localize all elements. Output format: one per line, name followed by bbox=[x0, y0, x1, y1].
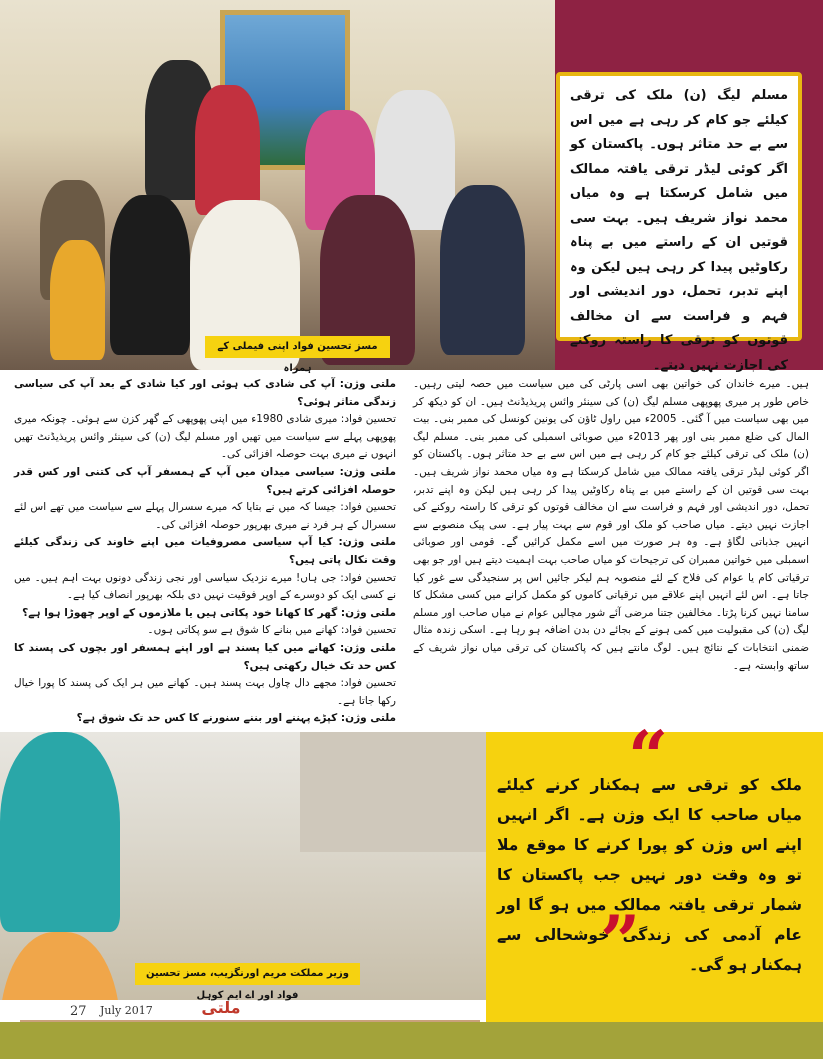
person-figure bbox=[110, 195, 190, 355]
person-figure bbox=[440, 185, 525, 355]
person-figure bbox=[50, 240, 105, 360]
interview-question: ملتی وژن: آپ کی شادی کب ہوئی اور کیا شادی کے بعد آپ کی سیاسی زندگی متاثر ہوئی؟ bbox=[14, 378, 396, 408]
article-column-right bbox=[413, 376, 809, 726]
magazine-logo: ملتی bbox=[201, 998, 241, 1017]
interview-answer: تحسین فواد: کھانے میں بنانے کا شوق ہے سو پکاتی ہوں۔ bbox=[147, 624, 396, 637]
page-number: 27 bbox=[70, 1004, 87, 1019]
person-figure bbox=[0, 732, 120, 932]
wall-frames bbox=[300, 732, 486, 852]
person-figure bbox=[195, 85, 260, 215]
open-quote-icon: “ bbox=[628, 715, 669, 798]
pull-quote-top: مسلم لیگ (ن) ملک کی ترقی کیلئے جو کام کر رہی ہے میں اس سے بے حد متاثر ہوں۔ پاکستان کو اگر کوئی لیڈر ترقی یافتہ ممالک میں شامل کرسکتا ہے وہ میاں محمد نواز شریف ہیں۔ بہت سی قوتیں ان کے راستے میں بے پناہ رکاوٹیں پیدا کر رہی ہیں لیکن وہ اپنے تدبر، تحمل، دور اندیشی اور فہم و فراست سے ان مخالف قوتوں کو ترقی کا راستہ روکنے کی اجازت نہیں دیتے۔ bbox=[556, 72, 802, 341]
pull-quote-bottom: ملک کو ترقی سے ہمکنار کرنے کیلئے میاں صاحب کا ایک وژن ہے۔ اگر انہیں اپنے اس وژن کو پورا کرنے کا موقع ملا تو وہ وقت دور نہیں جب پاکستان کا شمار ترقی یافتہ ممالک میں ہو گا اور عام آدمی کی زندگی خوشحالی سے ہمکنار ہو گی۔ bbox=[497, 776, 802, 974]
interview-question: ملتی وژن: سیاسی میدان میں آپ کے ہمسفر آپ کی کتنی اور کس قدر حوصلہ افزائی کرتے ہیں؟ bbox=[14, 465, 396, 496]
interview-column bbox=[14, 376, 396, 726]
interview-answer: تحسین فواد: جیسا کہ میں نے بتایا کہ میرے سسرال پہلے سے سیاست میں تھے اس لئے سسرال کے ہر فرد نے میری بھرپور حوصلہ افزائی کی۔ bbox=[14, 501, 396, 531]
close-quote-icon: ” bbox=[600, 900, 641, 983]
issue-date: July 2017 bbox=[100, 1004, 153, 1017]
meeting-photo-caption: وزیر مملکت مریم اورنگزیب، مسز تحسین فواد اور اے ایم کوہل bbox=[135, 963, 360, 985]
family-photo bbox=[0, 0, 555, 370]
interview-question: ملتی وژن: کیا آپ سیاسی مصروفیات میں اپنے خاوند کی زندگی کیلئے وقت نکال پاتی ہیں؟ bbox=[14, 536, 396, 566]
person-figure bbox=[0, 932, 120, 1000]
interview-answer: تحسین فواد: میری شادی 1980ء میں اپنی پھوپھی کے گھر کزن سے ہوئی۔ چونکہ میری پھوپھی پہلے سے سیاست میں تھیں اور مسلم لیگ (ن) کی سینئر وائس پریذیڈنٹ تھیں انہوں نے میری بہت حوصلہ افزائی کی۔ bbox=[14, 413, 396, 461]
interview-question: ملتی وژن: کپڑے پہننے اور بننے سنورنے کا کس حد تک شوق ہے؟ bbox=[76, 712, 396, 725]
family-photo-caption: مسز تحسین فواد اپنی فیملی کے ہمراہ bbox=[205, 336, 390, 358]
interview-question: ملتی وژن: کھانے میں کیا پسند ہے اور اپنے ہمسفر اور بچوں کی پسند کا کس حد تک خیال رکھتی ہیں؟ bbox=[14, 641, 396, 672]
interview-answer: تحسین فواد: جی ہاں! میرے نزدیک سیاسی اور نجی زندگی دونوں بہت اہم ہیں۔ میں نے کسی ایک کو دوسرے کے اوپر فوقیت نہیں دی بلکہ بھرپور انصاف کیا ہے۔ bbox=[14, 571, 396, 602]
footer-bar bbox=[0, 1022, 823, 1059]
interview-question: ملتی وژن: گھر کا کھانا خود پکاتی ہیں یا ملازموں کے اوپر چھوڑا ہوا ہے؟ bbox=[22, 606, 396, 619]
meeting-photo bbox=[0, 732, 486, 1000]
interview-answer: تحسین فواد: مجھے دال چاول بہت پسند ہیں۔ کھانے میں ہر ایک کی پسند کا پورا خیال رکھا جاتا ہے۔ bbox=[14, 677, 396, 707]
article-paragraph: ہیں۔ میرے خاندان کی خواتین بھی اسی پارٹی کی میں سیاست میں حصہ لیتی رہیں۔ خاص طور پر میری پھوپھی مسلم لیگ (ن) کی سینئر وائس پریذیڈنٹ ہیں۔ ان کو دیکھ کر میں بھی سیاست میں آ گئی۔ 2005ء میں راول ٹاؤن کی یونین کونسل کی ممبر بنی۔ بیت المال کی ضلع ممبر بنی اور پھر 2013ء میں صوبائی اسمبلی کی ممبر بنی۔ مسلم لیگ (ن) ملک کی ترقی کیلئے جو کام کر رہی ہے میں اس سے بے حد متاثر ہوں۔ پاکستان کو اگر کوئی لیڈر ترقی یافتہ ممالک میں شامل کرسکتا ہے وہ میاں محمد نواز شریف ہیں۔ بہت سی قوتیں ان کے راستے میں بے پناہ رکاوٹیں پیدا کر رہی ہیں لیکن وہ اپنے تدبر، تحمل، دور اندیشی اور فہم و فراست سے ان مخالف قوتوں کو ترقی کا راستہ روکنے کی اجازت نہیں دیتے۔ میاں صاحب کو ملک اور قوم سے بہت پیار ہے۔ سی پیک منصوبے سے انہیں جذباتی لگاؤ ہے۔ وہ ہر صورت میں اسے مکمل کرائیں گے۔ قومی اور صوبائی اسمبلی میں خواتین ممبران کی ترجیحات کو میاں صاحب بہت اہمیت دیتے ہیں اور جو بھی ترقیاتی کام یا عوام کی فلاح کے لئے منصوبہ ہم لیکر جائیں اس پر سنجیدگی سے غور کیا جاتا ہے۔ اس لئے انہیں اپنے علاقے میں ترقیاتی کاموں کو مکمل کرانے میں کسی مشکل کا سامنا نہیں کرنا پڑتا۔ مخالفین جتنا مرضی آئے شور مچالیں عوام نے میاں صاحب اور مسلم لیگ (ن) کی مقبولیت میں کمی ہونے کے بجائے دن بدن اضافہ ہو رہا ہے۔ اسکی زندہ مثال ضمنی انتخابات کے نتائج ہیں۔ لوگ مانتے ہیں کہ پاکستان کی ترقی میاں نواز شریف کے ساتھ وابستہ ہے۔ bbox=[413, 378, 810, 672]
